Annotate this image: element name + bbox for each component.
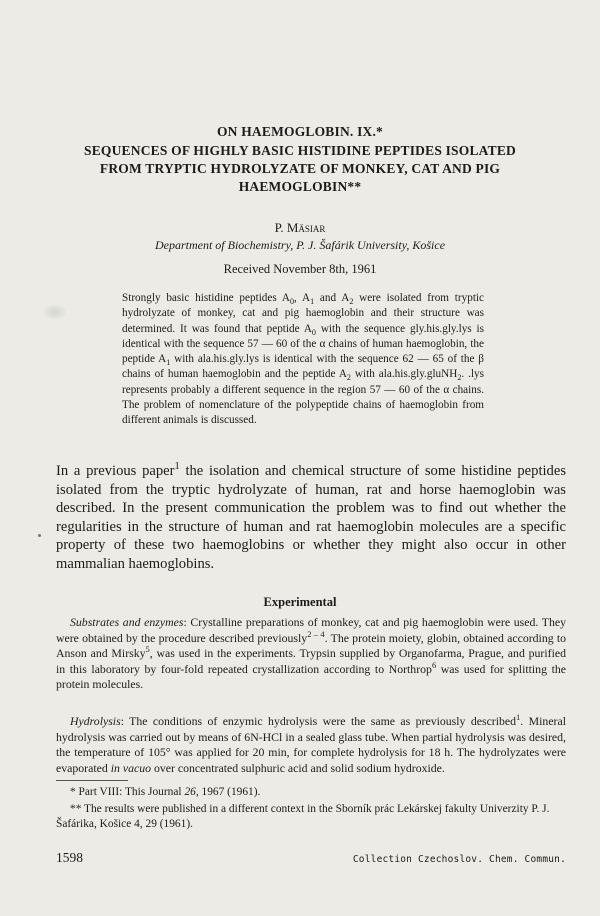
journal-name: Collection Czechoslov. Chem. Commun. <box>352 854 566 865</box>
paper-stain <box>44 305 66 319</box>
citation-ref: 5 <box>145 644 150 655</box>
author-name-text: P. Mäsiar <box>274 220 326 235</box>
subsection-heading: Hydrolysis <box>70 714 121 728</box>
citation-ref: 6 <box>431 659 437 670</box>
citation-ref: 2 – 4 <box>307 628 325 639</box>
introduction-paragraph: In a previous paper$^1$ the isolation and chemical structure of some histidine peptides isolated from the tryptic hydrolyzate of human, rat and horse haemoglobin was described. In the present communication the problem was to find out whether the regularities in the structure of human and rat haemoglobin molecules are a specific property of these two haemoglobins or whether they might also occur in other mammalian haemoglobins. <box>56 461 567 572</box>
hydrolysis-paragraph: Hydrolysis: The conditions of enzymic hydrolysis were the same as previously described$^1$. Mineral hydrolysis was carried out by means of 6N-HCl in a sealed glass tube. When partial hydrolysis was desired, the temperature of 105° was applied for 20 min, for complete hydrolysis for 18 h. The hydrolyzates were evaporated in vacuo over concentrated sulphuric acid and solid sodium hydroxide. <box>56 712 566 775</box>
footnote-1: * Part VIII: This Journal 26, 1967 (1961). <box>70 786 261 798</box>
citation-ref: 1 <box>516 712 521 723</box>
author-affiliation: Department of Biochemistry, P. J. Šafárik University, Košice <box>154 238 446 252</box>
footnote-rule <box>56 780 128 781</box>
citation-ref: 1 <box>174 461 180 473</box>
page-number: 1598 <box>56 850 83 865</box>
footnote-2: ** The results were published in a different context in the Sborník prác Lekárskej fakulty Univerzity P. J. Šafárika, Košice 4, 29 (1961). <box>56 803 550 831</box>
margin-dot <box>38 534 41 537</box>
abstract: Strongly basic histidine peptides $A_0$, $A_1$ and $A_2$ were isolated from tryptic hydrolyzate of monkey, cat and pig haemoglobin and their structure was determined. It was found that peptide $A_0$ with the sequence gly.his.gly.lys is identical with the sequence 57 — 60 of the α chains of human haemoglobin, the peptide $A_1$ with ala.his.gly.lys is identical with the sequence 62 — 65 of the β chains of human haemoglobin and the peptide $A_2$ with ala.his.gly.gluNH$_2$. .lys represents probably a different sequence in the region 57 — 60 of the α chains. The problem of nomenclature of the polypeptide chains of haemoglobin from different animals is discussed. <box>122 292 484 427</box>
subsection-heading: Substrates and enzymes <box>70 615 184 629</box>
received-date: Received November 8th, 1961 <box>223 262 377 276</box>
substrates-paragraph: Substrates and enzymes: Crystalline preparations of monkey, cat and pig haemoglobin were used. They were obtained by the procedure described previously$^{2 - 4}$. The protein moiety, globin, obtained according to Anson and Mirsky$^5$, was used in the experiments. Trypsin supplied by Organofarma, Prague, and purified in this laboratory by four-fold repeated crystallization according to Northrop$^6$ was used for splitting the protein molecules. <box>56 615 567 692</box>
section-heading-experimental: Experimental <box>263 595 337 609</box>
article-title: SEQUENCES OF HIGHLY BASIC HISTIDINE PEPTIDES ISOLATED FROM TRYPTIC HYDROLYZATE OF MONKEY, CAT AND PIG HAEMOGLOBIN** <box>84 143 516 194</box>
article-title-series: ON HAEMOGLOBIN. IX.* <box>216 124 383 139</box>
author-name <box>0 220 600 236</box>
